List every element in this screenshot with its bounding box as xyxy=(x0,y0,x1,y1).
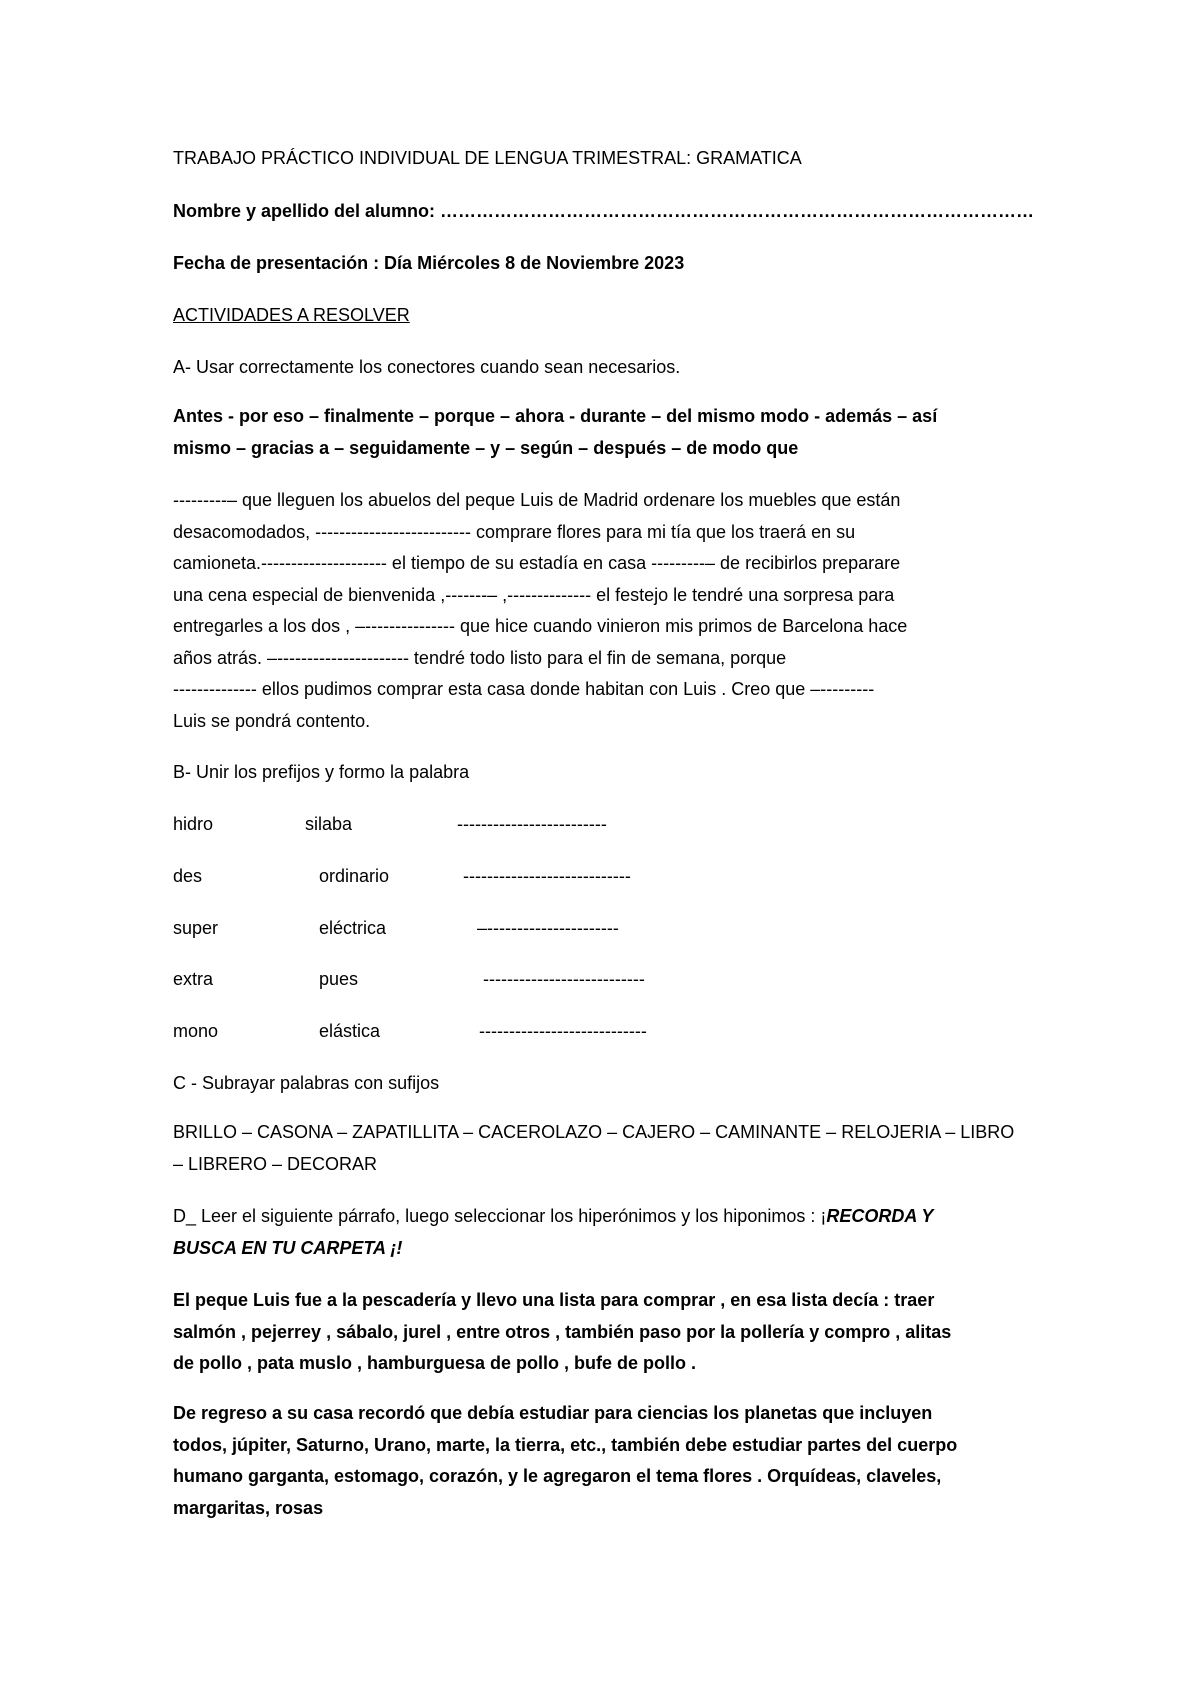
prefix: hidro xyxy=(173,814,214,834)
section-d-emphasis: RECORDA Y xyxy=(826,1206,934,1226)
section-a-heading: A- Usar correctamente los conectores cuando sean necesarios. xyxy=(173,357,681,377)
paragraph-line: salmón , pejerrey , sábalo, jurel , entre otros , también paso por la pollería y compro , alitas xyxy=(173,1321,952,1342)
connector-list xyxy=(173,401,1043,464)
answer-blank: --------------------------- xyxy=(483,969,645,989)
document-title: TRABAJO PRÁCTICO INDIVIDUAL DE LENGUA TRIMESTRAL: GRAMATICA xyxy=(173,148,802,168)
root-word: silaba xyxy=(305,814,353,834)
root-word: elástica xyxy=(319,1021,381,1041)
suffix-word-list xyxy=(173,1117,1043,1180)
paragraph-line: una cena especial de bienvenida ,-------– ,-------------- el festejo le tendré una sorpresa para xyxy=(173,584,895,605)
section-d-paragraph-2 xyxy=(173,1398,1043,1524)
paragraph-line: años atrás. –---------------------- tendré todo listo para el fin de semana, porque xyxy=(173,647,787,668)
paragraph-line: camioneta.--------------------- el tiempo de su estadía en casa ---------– de recibirlos preparare xyxy=(173,553,901,573)
connector-line: mismo – gracias a – seguidamente – y – según – después – de modo que xyxy=(173,437,799,458)
paragraph-line: de pollo , pata muslo , hamburguesa de pollo , bufe de pollo . xyxy=(173,1353,697,1373)
answer-blank: ---------------------------- xyxy=(479,1021,647,1041)
root-word: ordinario xyxy=(319,866,390,886)
section-b-heading: B- Unir los prefijos y formo la palabra xyxy=(173,762,470,782)
paragraph-line: margaritas, rosas xyxy=(173,1497,324,1518)
submission-date-line: Fecha de presentación : Día Miércoles 8 de Noviembre 2023 xyxy=(173,253,685,273)
paragraph-line: ---------– que lleguen los abuelos del peque Luis de Madrid ordenare los muebles que están xyxy=(173,490,901,510)
prefix: des xyxy=(173,866,203,886)
section-a-paragraph xyxy=(173,485,1043,737)
section-d-emphasis-line: BUSCA EN TU CARPETA ¡! xyxy=(173,1237,403,1258)
paragraph-line: humano garganta, estomago, corazón, y le agregaron el tema flores . Orquídeas, claveles, xyxy=(173,1466,942,1486)
paragraph-line: desacomodados, -------------------------- comprare flores para mi tía que los traerá en su xyxy=(173,521,856,542)
root-word: eléctrica xyxy=(319,918,387,938)
answer-blank: –---------------------- xyxy=(477,918,619,938)
paragraph-line: El peque Luis fue a la pescadería y llevo una lista para comprar , en esa lista decía : traer xyxy=(173,1290,935,1310)
paragraph-line: Luis se pondrá contento. xyxy=(173,710,371,731)
paragraph-line: entregarles a los dos , –--------------- que hice cuando vinieron mis primos de Barcelona hace xyxy=(173,616,908,636)
prefix: mono xyxy=(173,1021,219,1041)
paragraph-line: todos, júpiter, Saturno, Urano, marte, la tierra, etc., también debe estudiar partes del cuerpo xyxy=(173,1434,958,1455)
section-d-paragraph-1 xyxy=(173,1285,1043,1380)
word-line: BRILLO – CASONA – ZAPATILLITA – CACEROLAZO – CAJERO – CAMINANTE – RELOJERIA – LIBRO xyxy=(173,1122,1015,1142)
connector-line: Antes - por eso – finalmente – porque – ahora - durante – del mismo modo - además – así xyxy=(173,406,938,426)
word-line: – LIBRERO – DECORAR xyxy=(173,1153,378,1174)
prefix: extra xyxy=(173,969,214,989)
prefix: super xyxy=(173,918,219,938)
section-c-heading: C - Subrayar palabras con sufijos xyxy=(173,1073,440,1093)
root-word: pues xyxy=(319,969,359,989)
answer-blank: ---------------------------- xyxy=(463,866,631,886)
activities-heading: ACTIVIDADES A RESOLVER xyxy=(173,305,410,325)
paragraph-line: De regreso a su casa recordó que debía estudiar para ciencias los planetas que incluyen xyxy=(173,1403,933,1423)
paragraph-line: -------------- ellos pudimos comprar esta casa donde habitan con Luis . Creo que –--------- xyxy=(173,679,875,699)
student-name-line: Nombre y apellido del alumno: ……………………………………………………………………………………… xyxy=(173,201,1035,221)
section-d-instruction: D_ Leer el siguiente párrafo, luego seleccionar los hiperónimos y los hiponimos : ¡ xyxy=(173,1206,827,1226)
answer-blank: ------------------------- xyxy=(457,814,607,834)
section-d-heading xyxy=(173,1201,1043,1264)
